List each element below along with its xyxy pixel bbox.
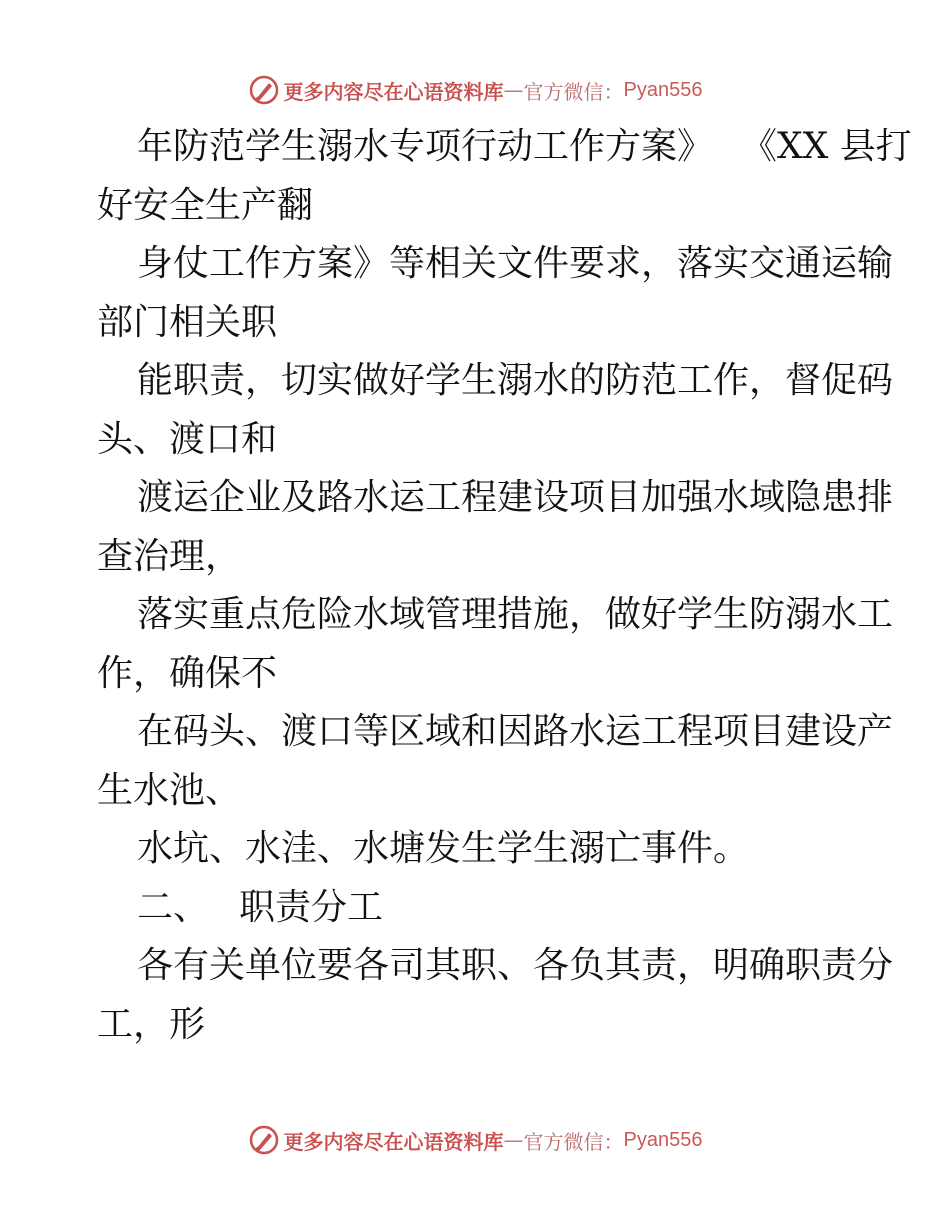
header-account-id: Pyan556 (623, 78, 703, 101)
section-number: 二、 (137, 886, 210, 928)
text-line-part: 年防范学生溺水专项行动工作方案》 (137, 126, 714, 167)
text-line: 身仗工作方案》等相关文件要求，落实交通运输 (137, 243, 894, 284)
footer-watermark (0, 1120, 950, 1160)
text-line: 渡运企业及路水运工程建设项目加强水域隐患排 (137, 477, 894, 518)
section-title: 职责分工 (239, 886, 384, 928)
text-line: 落实重点危险水域管理措施，做好学生防溺水工 (137, 594, 894, 635)
footer-dash: — (503, 1128, 524, 1152)
text-line: 能职责，切实做好学生溺水的防范工作，督促码 (137, 360, 894, 401)
text-line: 水坑、水洼、水塘发生学生溺亡事件。 (137, 828, 750, 869)
footer-brand-text: 更多内容尽在心语资料库 (283, 1129, 504, 1154)
text-line: 好安全生产翻 (97, 184, 314, 226)
text-line: 作，确保不 (97, 652, 278, 694)
pen-nib-logo-icon (248, 74, 280, 106)
text-line-part: 《XX 县打 (741, 126, 912, 167)
footer-account-id: Pyan556 (623, 1128, 703, 1151)
text-line: 查治理， (97, 535, 242, 577)
header-dash: — (503, 78, 524, 102)
text-line: 在码头、渡口等区域和因路水运工程项目建设产 (137, 711, 894, 752)
section-heading (97, 879, 857, 938)
text-line (97, 118, 912, 177)
footer-official-label: 官方微信： (523, 1129, 624, 1154)
pen-nib-logo-icon (248, 1124, 280, 1156)
text-line: 各有关单位要各司其职、各负其责，明确职责分 (137, 945, 894, 986)
header-official-label: 官方微信： (523, 79, 624, 104)
text-line: 生水池、 (97, 769, 242, 811)
header-brand-text: 更多内容尽在心语资料库 (283, 79, 504, 104)
text-line: 头、渡口和 (97, 418, 278, 460)
text-line: 工，形 (97, 1003, 206, 1045)
document-body (97, 118, 912, 1054)
text-line: 部门相关职 (97, 301, 278, 343)
header-watermark (0, 70, 950, 110)
